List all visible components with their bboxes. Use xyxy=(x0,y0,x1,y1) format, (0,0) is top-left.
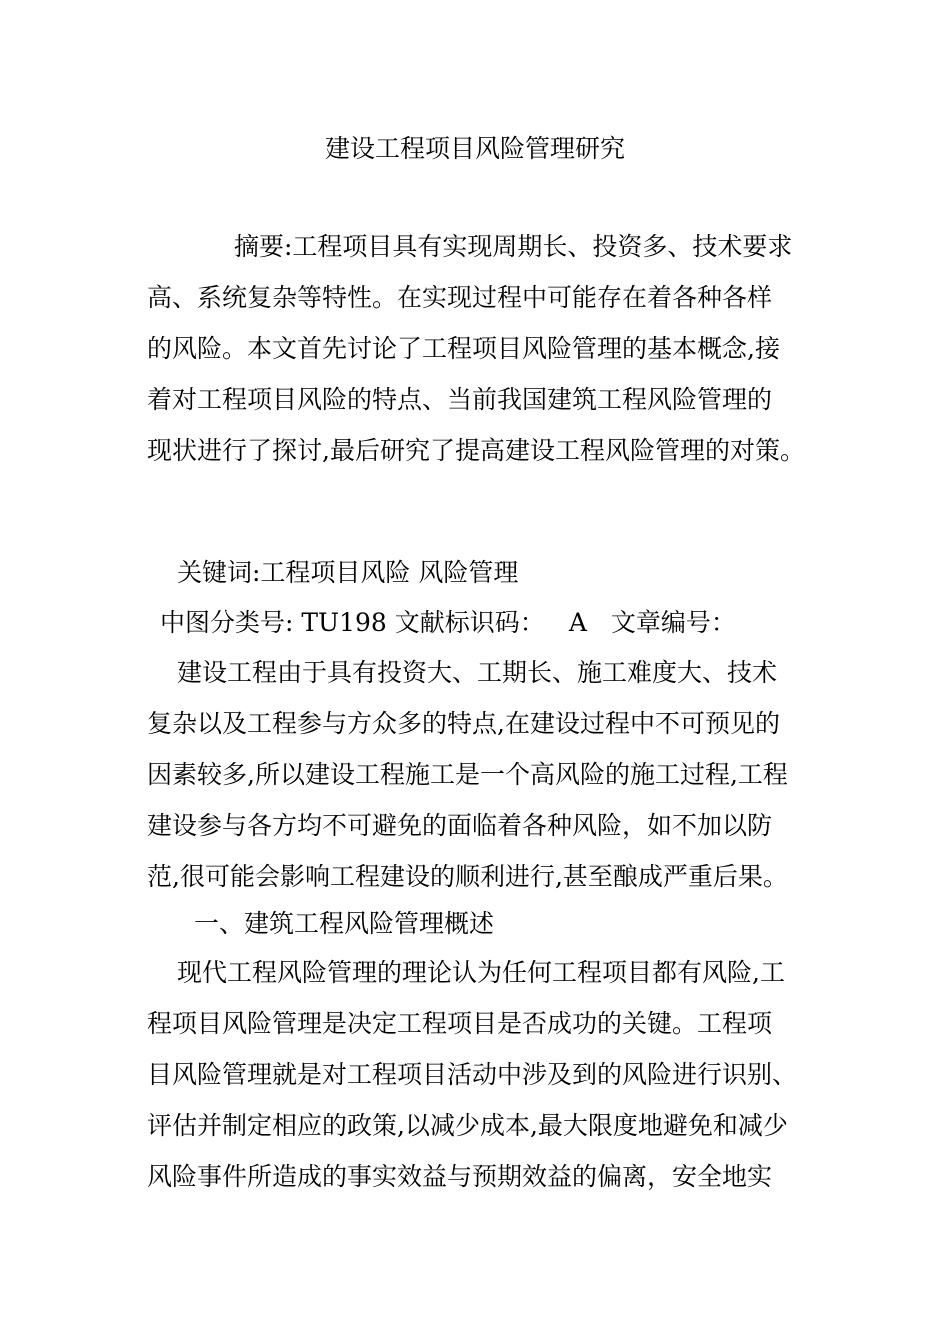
doc-code-value: A xyxy=(568,608,587,637)
paragraph-line: 建设工程由于具有投资大、工期长、施工难度大、技术 xyxy=(177,658,778,687)
paragraph-line: 程项目风险管理是决定工程项目是否成功的关键。工程项 xyxy=(147,1009,773,1038)
abstract-line: 高、系统复杂等特性。在实现过程中可能存在着各种各样 xyxy=(147,283,773,312)
paragraph-line: 建设参与各方均不可避免的面临着各种风险，如不加以防 xyxy=(147,811,773,840)
abstract-line: 的风险。本文首先讨论了工程项目风险管理的基本概念,接 xyxy=(147,334,780,363)
paragraph-line: 评估并制定相应的政策,以减少成本,最大限度地避免和减少 xyxy=(147,1111,788,1140)
abstract-line: 现状进行了探讨,最后研究了提高建设工程风险管理的对策。 xyxy=(147,436,805,465)
paragraph-line: 复杂以及工程参与方众多的特点,在建设过程中不可预见的 xyxy=(147,709,780,738)
document-title: 建设工程项目风险管理研究 xyxy=(324,134,625,163)
paragraph-line: 目风险管理就是对工程项目活动中涉及到的风险进行识别、 xyxy=(147,1060,798,1089)
section-heading: 一、建筑工程风险管理概述 xyxy=(194,909,495,938)
clc-number: 中图分类号: TU198 xyxy=(160,608,387,637)
paragraph-line: 范,很可能会影响工程建设的顺利进行,甚至酿成严重后果。 xyxy=(147,862,788,891)
paragraph-line: 因素较多,所以建设工程施工是一个高风险的施工过程,工程 xyxy=(147,760,788,789)
classification-line xyxy=(160,606,736,640)
paragraph-line: 风险事件所造成的事实效益与预期效益的偏离，安全地实 xyxy=(147,1162,773,1191)
article-number-label: 文章编号： xyxy=(610,608,736,637)
keywords-line: 关键词:工程项目风险 风险管理 xyxy=(177,558,519,587)
paragraph-line: 现代工程风险管理的理论认为任何工程项目都有风险,工 xyxy=(177,958,785,987)
abstract-line: 摘要:工程项目具有实现周期长、投资多、技术要求 xyxy=(234,232,793,261)
abstract-line: 着对工程项目风险的特点、当前我国建筑工程风险管理的 xyxy=(147,385,773,414)
doc-code-label: 文献标识码： xyxy=(394,608,545,637)
